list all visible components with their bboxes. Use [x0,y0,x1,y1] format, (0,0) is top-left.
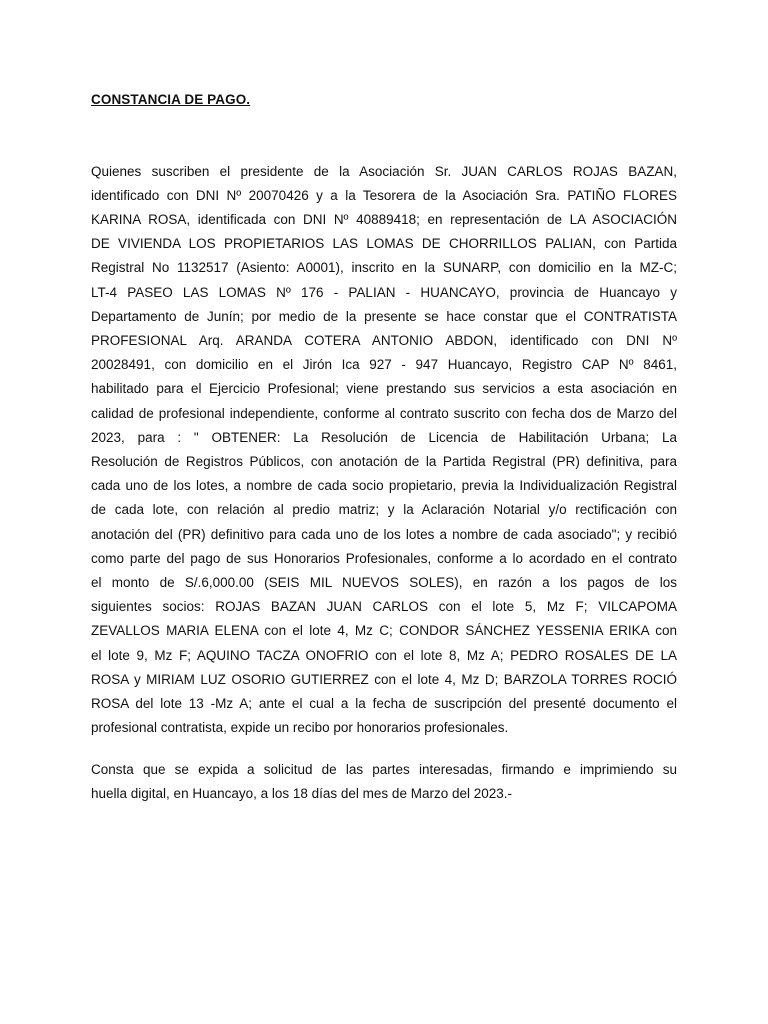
paragraph-1-line: calidad de profesional independiente, conforme al contrato suscrito con fecha dos de Marzo del [91,406,677,421]
paragraph-2-line: Consta que se expida a solicitud de las partes interesadas, firmando e imprimiendo su [91,762,677,777]
paragraph-1-line: LT-4 PASEO LAS LOMAS Nº 176 - PALIAN - HUANCAYO, provincia de Huancayo y [91,285,677,300]
paragraph-1-line: ROSA del lote 13 -Mz A; ante el cual a la fecha de suscripción del presenté documento el [91,696,677,711]
paragraph-1-line: anotación del (PR) definitivo para cada uno de los lotes a nombre de cada asociado"; y recibió [91,527,677,542]
paragraph-1-line: Quienes suscriben el presidente de la Asociación Sr. JUAN CARLOS ROJAS BAZAN, [91,164,677,179]
paragraph-1-line: cada uno de los lotes, a nombre de cada socio propietario, previa la Individualización Registral [91,478,677,493]
paragraph-1-line: profesional contratista, expide un recibo por honorarios profesionales. [91,720,509,735]
paragraph-1-line: ZEVALLOS MARIA ELENA con el lote 4, Mz C; CONDOR SÁNCHEZ YESSENIA ERIKA con [91,623,677,638]
paragraph-1-line: Departamento de Junín; por medio de la presente se hace constar que el CONTRATISTA [91,309,677,324]
paragraph-1-line: Registral No 1132517 (Asiento: A0001), inscrito en la SUNARP, con domicilio en la MZ-C; [91,260,677,275]
paragraph-1-line: de cada lote, con relación al predio matriz; y la Aclaración Notarial y/o rectificación con [91,502,677,517]
paragraph-1-line: PROFESIONAL Arq. ARANDA COTERA ANTONIO ABDON, identificado con DNI Nº [91,333,677,348]
paragraph-1-line: 20028491, con domicilio en el Jirón Ica 927 - 947 Huancayo, Registro CAP Nº 8461, [91,357,677,372]
paragraph-1-line: identificado con DNI Nº 20070426 y a la Tesorera de la Asociación Sra. PATIÑO FLORES [91,188,677,203]
paragraph-1-line: habilitado para el Ejercicio Profesional; viene prestando sus servicios a esta asociación en [91,381,677,396]
paragraph-1-line: siguientes socios: ROJAS BAZAN JUAN CARLOS con el lote 5, Mz F; VILCAPOMA [91,599,677,614]
paragraph-1-line: Resolución de Registros Públicos, con anotación de la Partida Registral (PR) definitiva, para [91,454,677,469]
paragraph-1-line: el lote 9, Mz F; AQUINO TACZA ONOFRIO con el lote 8, Mz A; PEDRO ROSALES DE LA [91,648,677,663]
document-title: CONSTANCIA DE PAGO. [91,92,251,107]
paragraph-1-line: KARINA ROSA, identificada con DNI Nº 40889418; en representación de LA ASOCIACIÓN [91,212,677,227]
paragraph-1-line: ROSA y MIRIAM LUZ OSORIO GUTIERREZ con el lote 4, Mz D; BARZOLA TORRES ROCIÓ [91,672,677,687]
paragraph-1-line: como parte del pago de sus Honorarios Profesionales, conforme a lo acordado en el contrato [91,551,677,566]
paragraph-2-line: huella digital, en Huancayo, a los 18 días del mes de Marzo del 2023.- [91,786,513,801]
paragraph-1-line: el monto de S/.6,000.00 (SEIS MIL NUEVOS SOLES), en razón a los pagos de los [91,575,677,590]
paragraph-1-line: DE VIVIENDA LOS PROPIETARIOS LAS LOMAS DE CHORRILLOS PALIAN, con Partida [91,236,677,251]
paragraph-1-line: 2023, para : " OBTENER: La Resolución de Licencia de Habilitación Urbana; La [91,430,677,445]
